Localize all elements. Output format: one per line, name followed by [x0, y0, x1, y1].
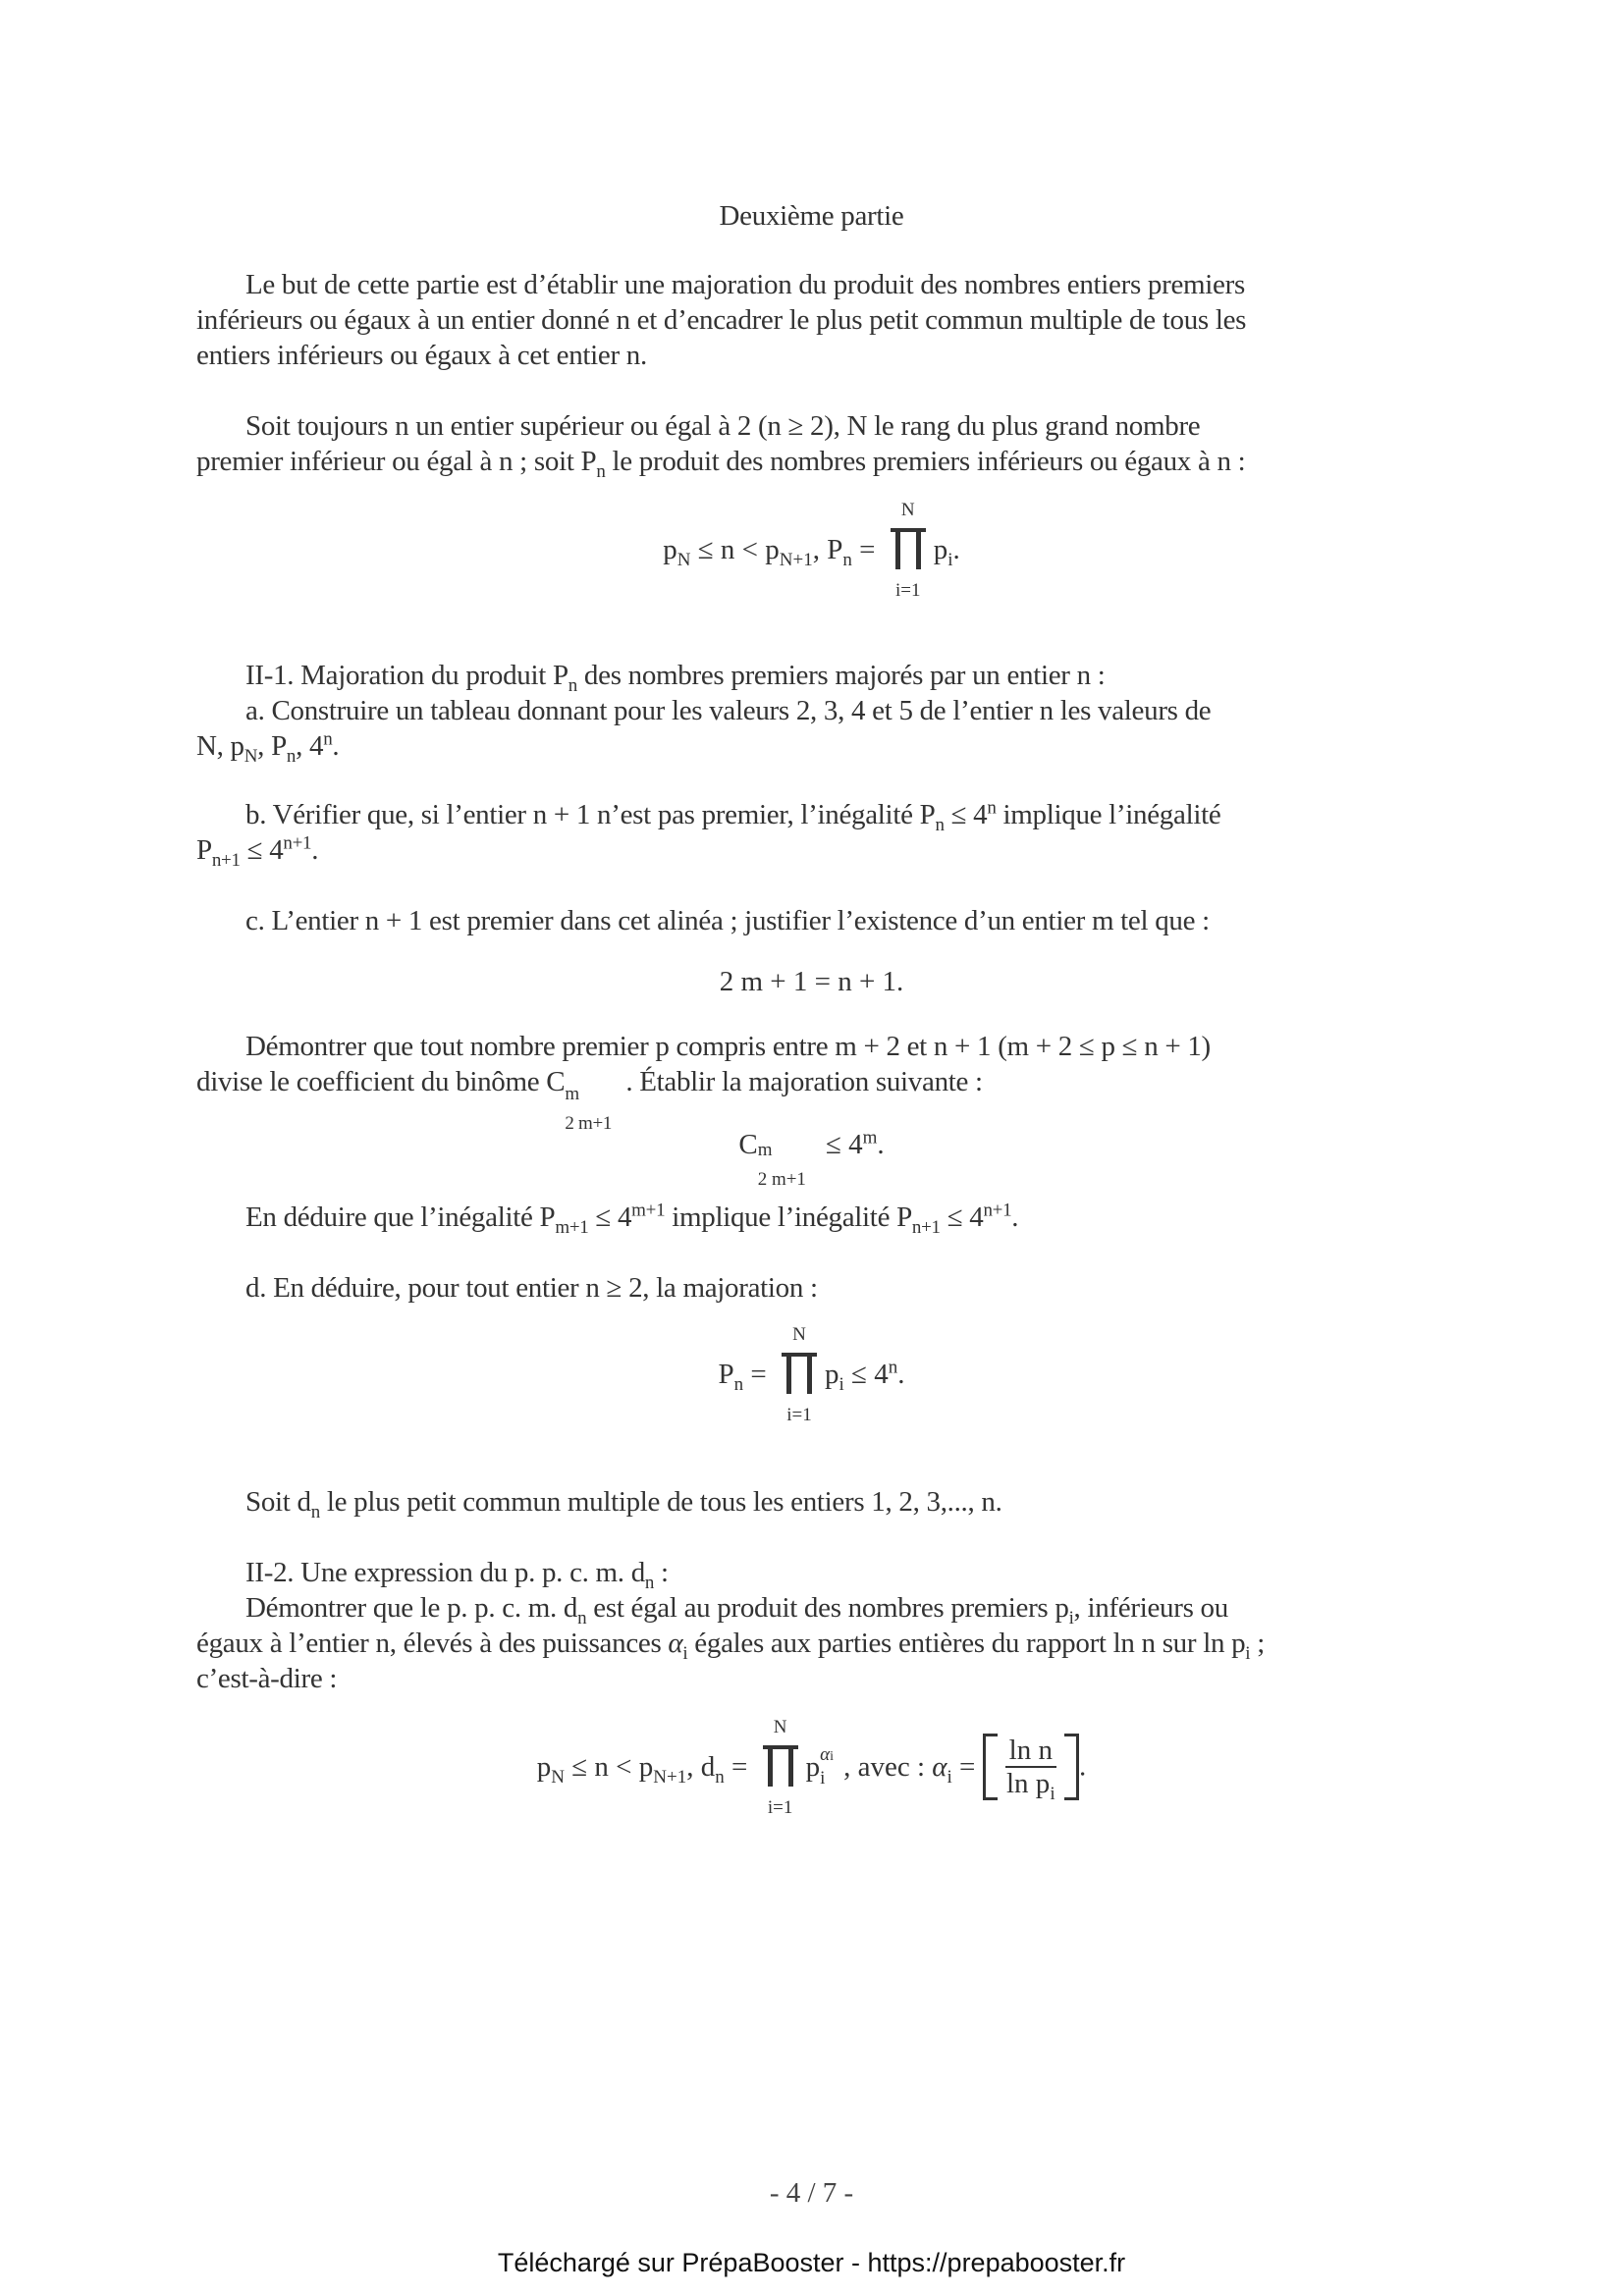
- subscript: n: [568, 674, 577, 696]
- alpha-symbol: α: [932, 1750, 947, 1783]
- formula-pn-bound: [0, 1324, 1623, 1425]
- text: égales aux parties entières du rapport ln n sur ln p: [687, 1628, 1246, 1659]
- numerator: ln n: [1005, 1735, 1056, 1768]
- subscript: i: [682, 1642, 688, 1664]
- q2-line-1: [245, 1590, 1228, 1629]
- text: Soit d: [245, 1486, 311, 1518]
- superscript: n+1: [983, 1200, 1012, 1221]
- subscript: i: [820, 1767, 826, 1789]
- product-lower-bound: i=1: [894, 580, 921, 601]
- text: ≤ 4: [944, 799, 988, 830]
- text: P: [718, 1358, 734, 1390]
- subscript: i: [1068, 1607, 1074, 1629]
- superscript: n: [987, 797, 997, 819]
- superscript: n+1: [283, 832, 312, 854]
- q2-heading: [245, 1555, 669, 1593]
- subscript: i: [1245, 1642, 1251, 1664]
- q1a-line-1: a. Construire un tableau donnant pour les valeurs 2, 3, 4 et 5 de l’entier n les valeurs de: [245, 695, 1212, 726]
- section-title: Deuxième partie: [719, 200, 904, 232]
- q2-line-2: [196, 1626, 1265, 1664]
- superscript: [820, 1744, 834, 1766]
- product-icon: [763, 1745, 798, 1787]
- q1-heading: [245, 658, 1106, 696]
- subscript: m+1: [555, 1216, 589, 1238]
- subscript: n: [733, 1373, 744, 1395]
- text: =: [724, 1750, 755, 1783]
- text: p: [663, 533, 677, 565]
- superscript: m+1: [631, 1200, 666, 1221]
- fraction: [1005, 1735, 1056, 1804]
- subscript: i: [839, 1373, 844, 1395]
- subscript: 2 m+1: [757, 1169, 806, 1190]
- q1d-line-1: d. En déduire, pour tout entier n ≥ 2, la majoration :: [245, 1272, 818, 1304]
- superscript: m: [757, 1140, 773, 1160]
- text: le plus petit commun multiple de tous les entiers 1, 2, 3,..., n.: [319, 1486, 1002, 1518]
- text: P: [196, 834, 212, 866]
- text: p: [536, 1750, 552, 1783]
- q1c-line-1: c. L’entier n + 1 est premier dans cet alinéa ; justifier l’existence d’un entier m tel que :: [245, 905, 1210, 936]
- text: .: [1011, 1201, 1019, 1233]
- text: p: [933, 533, 948, 565]
- product-lower-bound: i=1: [767, 1797, 793, 1818]
- subscript: n: [596, 460, 606, 482]
- text: , 4: [296, 730, 324, 762]
- text: .: [877, 1129, 885, 1160]
- floor-bracket-right: [1064, 1734, 1079, 1800]
- text: , inférieurs ou: [1073, 1592, 1228, 1624]
- text: le produit des nombres premiers inférieurs ou égaux à n :: [605, 446, 1246, 477]
- text: des nombres premiers majorés par un entier n :: [576, 660, 1106, 691]
- subscript: i: [947, 549, 953, 570]
- q1a-line-2: [196, 728, 340, 767]
- text: ≤ n < p: [690, 533, 780, 565]
- q1c-line-4: [245, 1200, 1019, 1238]
- q1c-line-3: [196, 1064, 983, 1134]
- subscript: i: [1050, 1783, 1055, 1804]
- product-symbol: [778, 1324, 821, 1425]
- text: N, p: [196, 730, 244, 762]
- product-icon: [891, 528, 926, 569]
- subscript: n: [286, 745, 297, 767]
- subscript: n: [644, 1572, 655, 1593]
- formula-pn-definition: [0, 500, 1623, 601]
- text: implique l’inégalité: [996, 799, 1221, 830]
- formula-binomial-bound: [0, 1127, 1623, 1190]
- q2-line-3: c’est-à-dire :: [196, 1663, 338, 1694]
- subscript: 2 m+1: [565, 1113, 613, 1134]
- product-icon: [782, 1353, 817, 1394]
- intro-line-2: inférieurs ou égaux à un entier donné n et d’encadrer le plus petit commun multiple de tous les: [196, 304, 1247, 336]
- text: =: [743, 1358, 775, 1390]
- subscript: n+1: [211, 849, 241, 871]
- text: ≤ 4: [240, 834, 284, 866]
- text: .: [952, 533, 960, 565]
- text: .: [311, 834, 319, 866]
- power-indices: [820, 1743, 843, 1789]
- floor-bracket-left: [983, 1734, 998, 1800]
- download-notice: Téléchargé sur PrépaBooster - https://prepabooster.fr: [497, 2248, 1126, 2277]
- text: est égal au produit des nombres premiers p: [586, 1592, 1069, 1624]
- text: divise le coefficient du binôme C: [196, 1066, 566, 1097]
- subscript: N: [243, 745, 258, 767]
- subscript: N+1: [779, 549, 813, 570]
- page-number: - 4 / 7 -: [769, 2177, 854, 2209]
- product-upper-bound: N: [773, 1717, 787, 1737]
- subscript: n: [310, 1501, 320, 1522]
- text: En déduire que l’inégalité P: [245, 1201, 556, 1233]
- q1b-line-2: [196, 832, 319, 871]
- superscript: n: [888, 1356, 898, 1377]
- subscript: n: [577, 1607, 587, 1629]
- text: p: [825, 1358, 839, 1390]
- text: , P: [812, 533, 843, 565]
- text: =: [851, 533, 883, 565]
- text: .: [332, 730, 340, 762]
- setup-line-1: Soit toujours n un entier supérieur ou égal à 2 (n ≥ 2), N le rang du plus grand nombre: [245, 410, 1201, 442]
- subscript: N: [551, 1766, 566, 1788]
- text: , avec :: [843, 1750, 933, 1783]
- product-symbol: [887, 500, 930, 601]
- alpha-symbol: α: [820, 1743, 831, 1765]
- subscript: i: [830, 1748, 834, 1764]
- superscript: m: [565, 1084, 579, 1104]
- superscript: n: [323, 728, 333, 750]
- subscript: n: [935, 814, 945, 835]
- denominator: [1005, 1768, 1056, 1804]
- subscript: n+1: [911, 1216, 941, 1238]
- text: ;: [1250, 1628, 1265, 1659]
- subscript: n: [715, 1766, 725, 1788]
- text: . Établir la majoration suivante :: [625, 1066, 983, 1097]
- subscript: n: [842, 549, 852, 570]
- dn-definition: [245, 1484, 1002, 1520]
- text: premier inférieur ou égal à n ; soit P: [196, 446, 597, 477]
- text: Démontrer que le p. p. c. m. d: [245, 1592, 578, 1624]
- text: .: [1078, 1750, 1087, 1783]
- subscript: N+1: [653, 1766, 687, 1788]
- product-upper-bound: N: [792, 1324, 806, 1345]
- subscript: i: [947, 1766, 952, 1788]
- text: b. Vérifier que, si l’entier n + 1 n’est pas premier, l’inégalité P: [245, 799, 936, 830]
- setup-line-2: [196, 444, 1246, 482]
- product-symbol: [759, 1717, 802, 1818]
- intro-line-1: Le but de cette partie est d’établir une majoration du produit des nombres entiers premiers: [245, 269, 1245, 300]
- text: ≤ n < p: [565, 1750, 654, 1783]
- text: ≤ 4: [843, 1358, 889, 1390]
- text: ≤ 4: [588, 1201, 632, 1233]
- product-upper-bound: N: [900, 500, 915, 520]
- text: ≤ 4: [818, 1129, 863, 1160]
- alpha-symbol: α: [668, 1628, 683, 1659]
- intro-line-3: entiers inférieurs ou égaux à cet entier n.: [196, 340, 647, 371]
- text: , P: [257, 730, 287, 762]
- text: , d: [686, 1750, 716, 1783]
- text: II-1. Majoration du produit P: [245, 660, 568, 691]
- formula-dn-expression: [0, 1717, 1623, 1818]
- text: ≤ 4: [940, 1201, 984, 1233]
- text: =: [951, 1750, 983, 1783]
- text: égaux à l’entier n, élevés à des puissances: [196, 1628, 669, 1659]
- text: :: [654, 1557, 669, 1588]
- text: implique l’inégalité P: [665, 1201, 912, 1233]
- text: II-2. Une expression du p. p. c. m. d: [245, 1557, 645, 1588]
- subscript: N: [676, 549, 691, 570]
- q1c-line-2: Démontrer que tout nombre premier p compris entre m + 2 et n + 1 (m + 2 ≤ p ≤ n + 1): [245, 1031, 1211, 1062]
- product-lower-bound: i=1: [786, 1405, 812, 1425]
- superscript: m: [862, 1127, 878, 1148]
- text: p: [805, 1750, 821, 1783]
- q1b-line-1: [245, 797, 1221, 835]
- text: C: [738, 1129, 758, 1160]
- text: .: [897, 1358, 905, 1390]
- text: ln p: [1006, 1768, 1051, 1799]
- formula-2m-plus-1: 2 m + 1 = n + 1.: [719, 966, 904, 997]
